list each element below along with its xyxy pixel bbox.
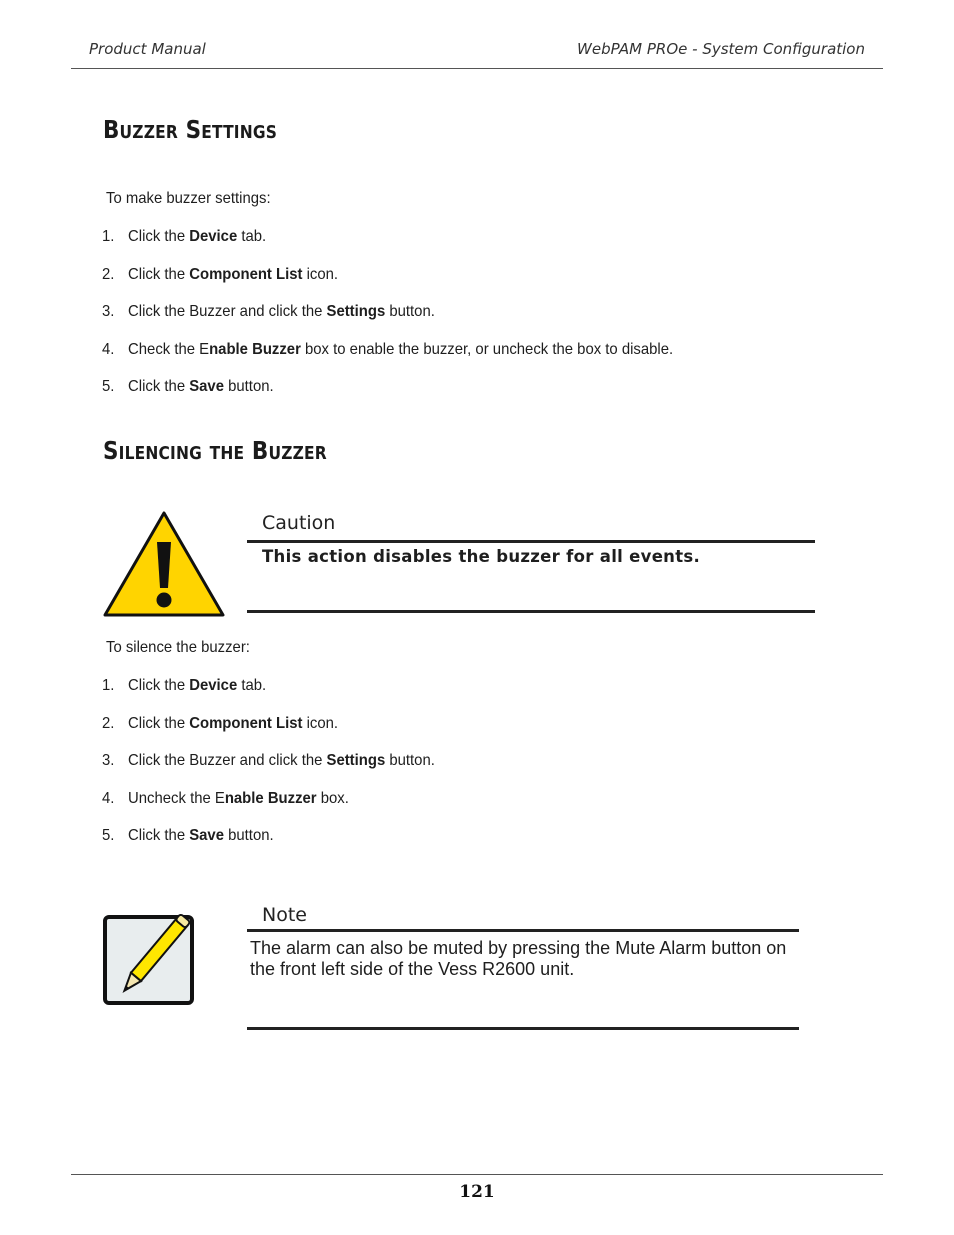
- pencil-note-icon: [100, 900, 212, 1010]
- note-top-rule: [247, 929, 799, 932]
- list-item: 3. Click the Buzzer and click the Settings button.: [102, 303, 435, 320]
- running-header-left: Product Manual: [89, 40, 206, 58]
- list-item: 1. Click the Device tab.: [102, 228, 267, 245]
- caution-bottom-rule: [247, 610, 815, 613]
- warning-triangle-icon: [102, 510, 226, 618]
- section1-intro: To make buzzer settings:: [106, 190, 271, 207]
- section-title-buzzer-settings: Buzzer Settings: [103, 115, 278, 144]
- list-item: 2. Click the Component List icon.: [102, 714, 339, 732]
- note-title: Note: [262, 904, 307, 926]
- section1-steps: [102, 228, 716, 416]
- footer-divider: [71, 1174, 883, 1175]
- list-item: 2. Click the Component List icon.: [102, 265, 339, 283]
- list-item: 4. Check the Enable Buzzer box to enable the buzzer, or uncheck the box to disable.: [102, 340, 674, 358]
- section-title-silencing-the-buzzer: Silencing the Buzzer: [103, 436, 327, 465]
- list-item: 3. Click the Buzzer and click the Settings button.: [102, 752, 435, 769]
- caution-top-rule: [247, 540, 815, 543]
- caution-text: This action disables the buzzer for all events.: [262, 547, 701, 566]
- note-text: The alarm can also be muted by pressing the Mute Alarm button on the front left side of the Vess R2600 unit.: [250, 938, 787, 979]
- running-header-right: WebPAM PROe - System Configuration: [577, 40, 865, 58]
- list-item: 1. Click the Device tab.: [102, 677, 267, 694]
- list-item: 5. Click the Save button.: [102, 378, 274, 395]
- caution-title: Caution: [262, 512, 336, 534]
- list-item: 4. Uncheck the Enable Buzzer box.: [102, 789, 349, 807]
- list-item: 5. Click the Save button.: [102, 827, 274, 844]
- note-bottom-rule: [247, 1027, 799, 1030]
- page-number: 121: [459, 1182, 495, 1202]
- section2-intro: To silence the buzzer:: [106, 639, 250, 656]
- header-divider: [71, 68, 883, 69]
- section2-steps: [102, 677, 460, 865]
